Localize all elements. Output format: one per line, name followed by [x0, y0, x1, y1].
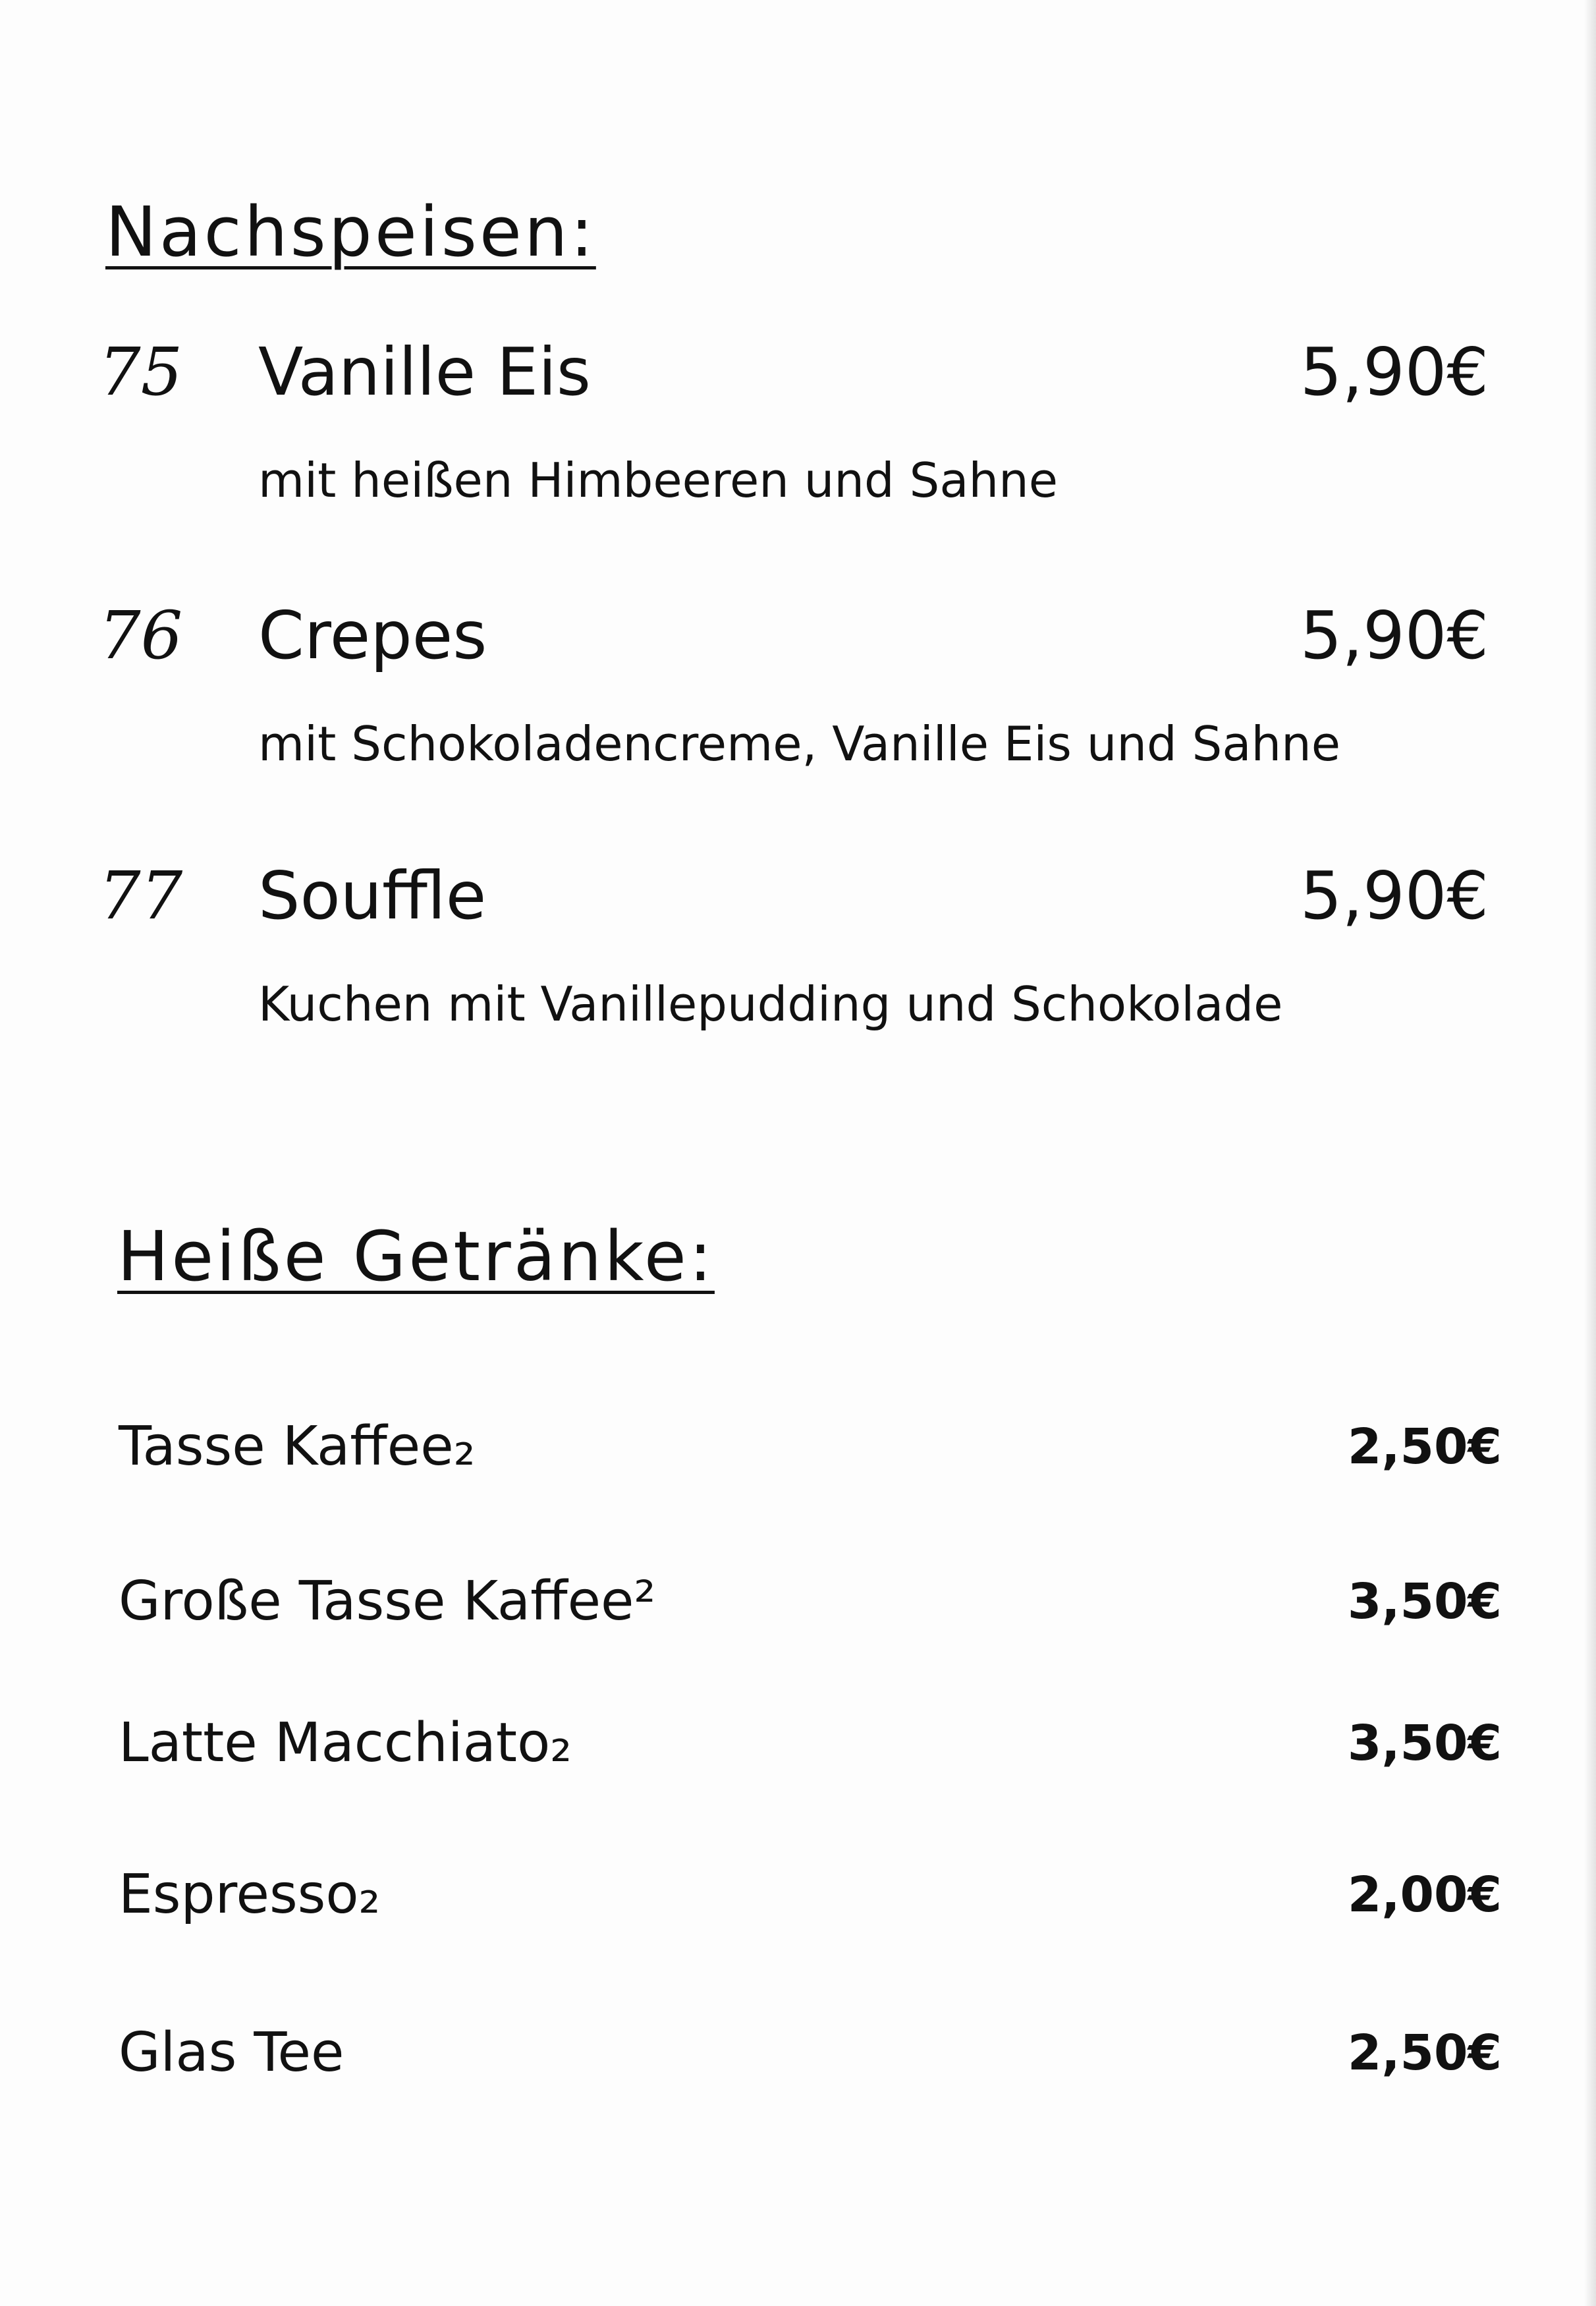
- item-name: Glas Tee: [119, 2021, 344, 2084]
- item-name: Latte Macchiato₂: [119, 1712, 572, 1774]
- item-name: Crepes: [258, 597, 487, 674]
- item-description: Kuchen mit Vanillepudding und Schokolade: [258, 976, 1283, 1032]
- dessert-item: [99, 597, 1489, 820]
- item-description: mit Schokoladencreme, Vanille Eis und Sahne: [258, 716, 1341, 772]
- item-price: 5,90€: [1300, 857, 1489, 934]
- item-price: 3,50€: [1347, 1715, 1502, 1772]
- section-heading-desserts: Nachspeisen:: [105, 192, 596, 272]
- drink-item: [119, 1712, 1502, 1789]
- item-number: 75: [99, 333, 183, 410]
- dessert-item: [99, 333, 1489, 557]
- item-price: 2,50€: [1347, 2025, 1502, 2081]
- drink-item: [119, 1570, 1502, 1647]
- item-price: 5,90€: [1300, 333, 1489, 410]
- paper-edge-shadow: [1584, 0, 1596, 2306]
- item-number: 77: [99, 857, 183, 934]
- item-name: Vanille Eis: [258, 333, 592, 410]
- section-heading-hot-drinks: Heiße Getränke:: [117, 1216, 715, 1297]
- dessert-item: [99, 857, 1489, 1081]
- item-name: Souffle: [258, 857, 487, 934]
- item-price: 2,00€: [1347, 1867, 1502, 1923]
- item-name: Espresso₂: [119, 1863, 381, 1926]
- drink-item: [119, 1863, 1502, 1940]
- item-name: Große Tasse Kaffee²: [119, 1570, 656, 1633]
- item-price: 5,90€: [1300, 597, 1489, 674]
- item-price: 3,50€: [1347, 1573, 1502, 1630]
- item-number: 76: [99, 597, 183, 674]
- drink-item: [119, 1415, 1502, 1492]
- item-description: mit heißen Himbeeren und Sahne: [258, 453, 1059, 508]
- item-name: Tasse Kaffee₂: [119, 1415, 476, 1478]
- drink-item: [119, 2021, 1502, 2098]
- item-price: 2,50€: [1347, 1419, 1502, 1475]
